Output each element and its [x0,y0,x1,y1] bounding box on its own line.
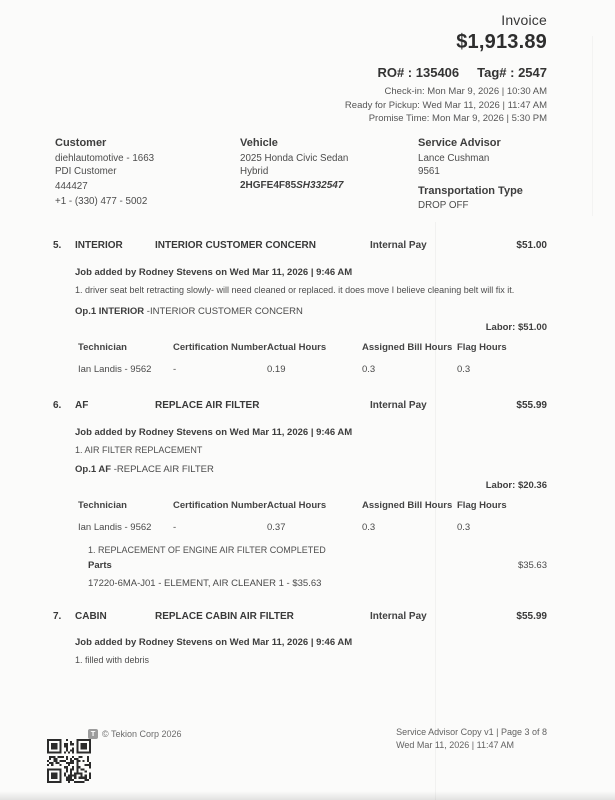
technician-table [78,499,547,534]
col-assigned-bill-hours: Assigned Bill Hours [362,342,453,353]
customer-section [55,136,240,213]
job-story-line: 1. REPLACEMENT OF ENGINE AIR FILTER COMPLETED [88,545,326,555]
job-title: INTERIOR CUSTOMER CONCERN [155,240,316,251]
technician-table [78,341,547,376]
transportation-type-value: DROP OFF [418,200,469,211]
scan-bottom-edge-artifact [0,791,615,800]
job-row-5-header [53,239,547,253]
vin-suffix: SH332547 [296,179,344,191]
col-certification: Certification Number [173,342,267,353]
cell-actual-hours: 0.37 [267,522,286,533]
cell-flag-hours: 0.3 [457,522,471,533]
tag-number: Tag# : 2547 [477,65,547,80]
copyright-text: © Tekion Corp 2026 [102,729,182,739]
labor-label: Labor: [485,322,518,333]
info-columns [55,136,570,213]
technician-table-header [78,341,547,354]
technician-table-row [78,363,547,376]
ro-number: RO# : 135406 [377,65,460,80]
job-code: INTERIOR [75,240,123,251]
invoice-total: $1,913.89 [456,31,547,53]
job-price: $51.00 [516,240,547,251]
footer-copyright [88,729,182,739]
technician-table-header [78,499,547,512]
cell-actual-hours: 0.19 [267,364,286,375]
col-technician: Technician [78,342,127,353]
service-advisor-number: 9561 [418,165,440,177]
job-title: REPLACE CABIN AIR FILTER [155,611,294,622]
job-concern-text: 1. driver seat belt retracting slowly- will need cleaned or replaced. it does move I believe cleaning belt will fix it. [75,285,515,295]
col-actual-hours: Actual Hours [267,500,327,511]
cell-certification: - [173,364,177,375]
customer-number: 444427 [55,180,88,192]
labor-total-line [53,321,547,334]
vehicle-model-line1: 2025 Honda Civic Sedan [240,153,349,164]
technician-table-row [78,521,547,534]
job-pay-type: Internal Pay [370,400,427,411]
qr-code-icon [47,739,91,783]
schedule-lines [345,85,547,126]
job-added-line: Job added by Rodney Stevens on Wed Mar 11, 2026 | 9:46 AM [75,267,353,278]
parts-total-amount: $35.63 [517,560,547,571]
op-code: Op.1 INTERIOR [75,306,145,317]
part-detail-line: 17220-6MA-J01 - ELEMENT, AIR CLEANER 1 - $35.63 [88,578,322,589]
job-price: $55.99 [516,611,547,622]
col-flag-hours: Flag Hours [457,342,507,353]
job-concern-text: 1. filled with debris [75,655,150,665]
job-code: AF [75,400,89,411]
service-advisor-heading: Service Advisor [418,137,501,149]
job-price: $55.99 [516,400,547,411]
tekion-logo-icon: T [88,729,98,739]
op-description: -REPLACE AIR FILTER [111,464,214,475]
transportation-type-heading: Transportation Type [418,185,523,197]
job-op-line [75,305,547,318]
customer-phone: +1 - (330) 477 - 5002 [55,195,148,207]
job-pay-type: Internal Pay [370,240,427,251]
col-assigned-bill-hours: Assigned Bill Hours [362,500,453,511]
job-title: REPLACE AIR FILTER [155,400,260,411]
cell-assigned-bill-hours: 0.3 [362,364,376,375]
printed-date-line: Wed Mar 11, 2026 | 11:47 AM [396,740,514,750]
service-advisor-section [418,136,570,213]
cell-technician: Ian Landis - 9562 [78,522,152,533]
job-number: 6. [53,400,62,411]
customer-heading: Customer [55,137,107,149]
col-certification: Certification Number [173,500,267,511]
footer-page-info [396,726,547,752]
labor-amount: $51.00 [517,322,547,333]
invoice-header [345,12,547,126]
labor-total-line [53,479,547,492]
vehicle-vin [240,180,418,191]
ro-tag-line [345,65,547,80]
job-list [53,230,547,666]
labor-label: Labor: [485,480,518,491]
checkin-line: Check-in: Mon Mar 9, 2026 | 10:30 AM [384,86,547,97]
vehicle-section [240,136,418,213]
job-row-6-header [53,399,547,413]
labor-amount: $20.36 [517,480,547,491]
cell-certification: - [173,522,177,533]
job-code: CABIN [75,611,107,622]
job-pay-type: Internal Pay [370,611,427,622]
job-concern-text: 1. AIR FILTER REPLACEMENT [75,445,203,455]
job-row-7-header [53,610,547,624]
col-actual-hours: Actual Hours [267,342,327,353]
doc-type-label: Invoice [501,12,547,28]
ready-for-pickup-line: Ready for Pickup: Wed Mar 11, 2026 | 11:47 AM [344,99,547,111]
job-added-line: Job added by Rodney Stevens on Wed Mar 11, 2026 | 9:46 AM [75,427,353,438]
vehicle-heading: Vehicle [240,137,278,149]
parts-heading: Parts [88,560,112,571]
col-technician: Technician [78,500,127,511]
col-flag-hours: Flag Hours [457,500,507,511]
scan-crease-artifact-right [592,36,593,216]
copy-info-line: Service Advisor Copy v1 | Page 3 of 8 [396,727,547,737]
job-number: 7. [53,611,62,622]
job-op-line [75,463,547,476]
parts-section-row [88,560,547,572]
customer-type: PDI Customer [55,165,117,177]
job-number: 5. [53,240,62,251]
cell-technician: Ian Landis - 9562 [78,364,152,375]
job-added-line: Job added by Rodney Stevens on Wed Mar 11, 2026 | 9:46 AM [75,637,353,648]
vehicle-model-line2: Hybrid [240,165,269,177]
customer-name: diehlautomotive - 1663 [55,153,155,164]
op-description: -INTERIOR CUSTOMER CONCERN [144,306,303,317]
cell-flag-hours: 0.3 [457,364,471,375]
promise-time-line: Promise Time: Mon Mar 9, 2026 | 5:30 PM [368,113,547,124]
op-code: Op.1 AF [75,464,112,475]
cell-assigned-bill-hours: 0.3 [362,522,376,533]
service-advisor-name: Lance Cushman [418,153,490,164]
vin-prefix: 2HGFE4F85 [240,179,297,191]
